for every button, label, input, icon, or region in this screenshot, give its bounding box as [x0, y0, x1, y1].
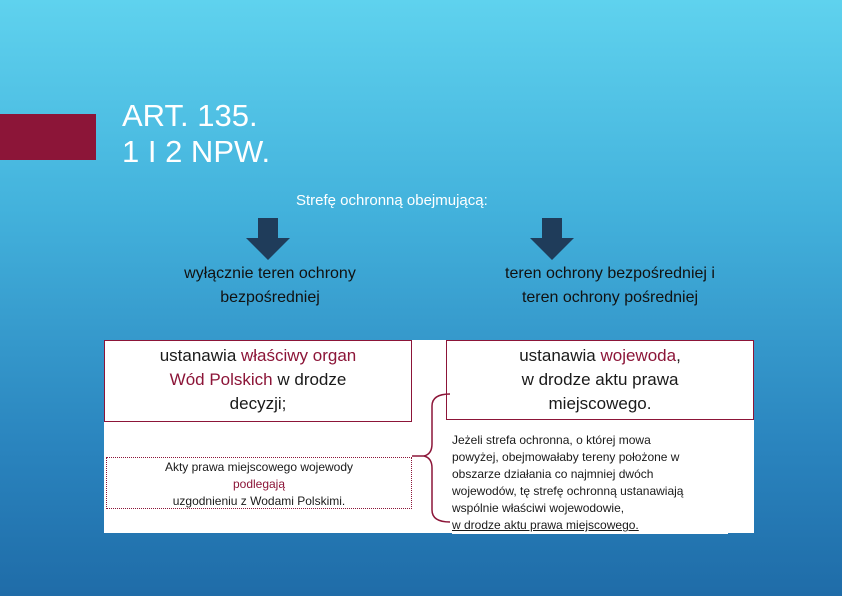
left-note-box [106, 457, 412, 509]
title-line-1: ART. 135. [122, 98, 258, 133]
right-label-line-2: teren ochrony pośredniej [521, 289, 699, 306]
voivode-name: wojewoda [600, 346, 677, 365]
right-note-line-3: obszarze działania co najmniej dwóch [452, 467, 654, 481]
right-note [452, 432, 728, 534]
accent-bar [0, 114, 96, 160]
right-box-line-2: w drodze aktu prawa [521, 370, 679, 389]
down-arrow-icon [246, 218, 290, 260]
right-note-line-5: wspólnie właściwi wojewodowie, [452, 501, 625, 515]
left-note-line-1: Akty prawa miejscowego wojewody [164, 460, 354, 474]
left-box-line-2: Wód Polskich w drodze [169, 370, 347, 389]
right-note-line-1: Jeżeli strefa ochronna, o której mowa [452, 433, 651, 447]
left-label-line-1: wyłącznie teren ochrony [184, 265, 356, 282]
left-note-line-3: uzgodnieniu z Wodami Polskimi. [172, 494, 346, 508]
right-note-line-6: w drodze aktu prawa miejscowego. [452, 518, 639, 532]
left-box-line-1: ustanawia właściwy organ [159, 346, 357, 365]
right-box-line-1: ustanawia wojewoda, [519, 346, 681, 365]
left-box-line-3: decyzji; [229, 394, 287, 413]
left-note-line-2: podlegają [232, 477, 286, 491]
slide-subtitle: Strefę ochronną obejmującą: [296, 192, 488, 209]
left-column-label [140, 262, 400, 310]
right-column-label [450, 262, 770, 310]
title-line-2: 1 I 2 NPW. [122, 134, 271, 169]
right-authority-box [446, 340, 754, 420]
left-authority-box [104, 340, 412, 422]
authority-name-cont: Wód Polskich [169, 370, 273, 389]
authority-name: właściwy organ [241, 346, 357, 365]
slide-title [122, 98, 270, 170]
right-box-line-3: miejscowego. [548, 394, 652, 413]
right-note-line-2: powyżej, obejmowałaby tereny położone w [452, 450, 680, 464]
right-label-line-1: teren ochrony bezpośredniej i [505, 265, 715, 282]
right-note-line-4: wojewodów, tę strefę ochronną ustanawiają [452, 484, 684, 498]
left-label-line-2: bezpośredniej [220, 289, 320, 306]
down-arrow-icon [530, 218, 574, 260]
